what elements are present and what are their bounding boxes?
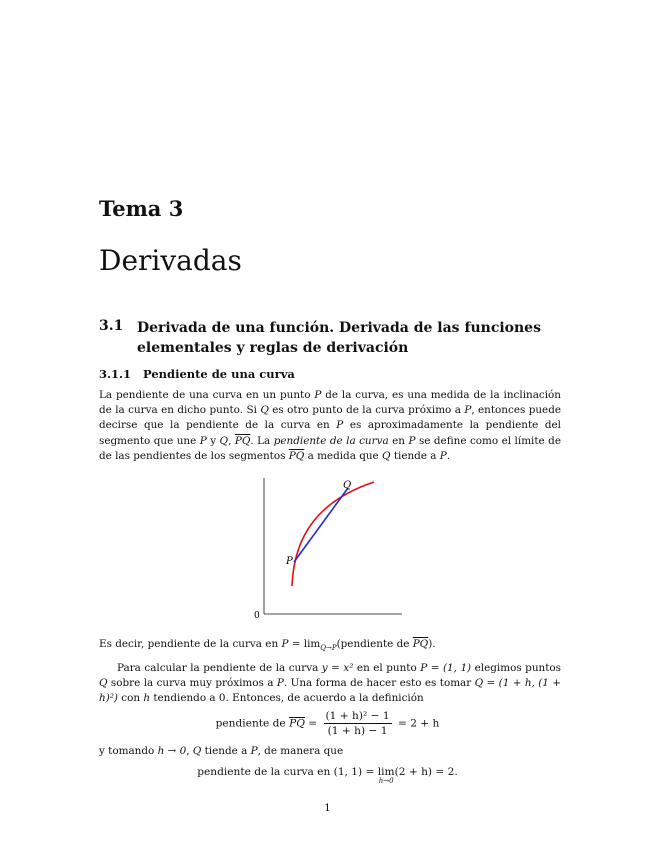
text-run: en el punto [353, 662, 421, 674]
text-run: , entonces puede decirse que la pendiente de la curva en [99, 404, 562, 432]
text-run: = 2 + h [394, 717, 440, 730]
text-run: pendiente de [215, 717, 290, 730]
paragraph-limit [99, 744, 561, 759]
fraction-numerator: (1 + h)² − 1 [325, 710, 390, 722]
text-run: es otro punto de la curva próximo a [268, 404, 465, 417]
math-symbol: Q [260, 404, 269, 417]
math-symbol: Q [192, 745, 202, 757]
text-run: (pendiente de [336, 638, 413, 650]
limit-subscript: Q→P [320, 644, 337, 653]
label-Q: Q [343, 480, 352, 491]
text-run: = lim [288, 638, 321, 650]
text-run: sobre la curva muy próximos a [107, 677, 277, 690]
text-run: de la curva, es una medida de la inclinación de la curva en dicho punto. Si [99, 389, 561, 417]
math-symbol: P [281, 638, 289, 650]
math-symbol: P [336, 419, 344, 432]
subsection-number: 3.1.1 [99, 367, 132, 381]
chapter-label: Tema 3 [99, 196, 184, 221]
label-P: P [286, 556, 293, 567]
paragraph-calculation [99, 661, 561, 707]
segment-symbol: $\overline{PQ}$ [288, 449, 305, 462]
fraction [324, 710, 392, 737]
section-title: Derivada de una función. Derivada de las funciones elementales y reglas de derivación [137, 320, 541, 356]
text-run: , [186, 745, 193, 757]
text-run: con [117, 692, 144, 705]
text-run: . La [250, 434, 274, 447]
text-run: y [206, 434, 220, 447]
text-run: tiende a [390, 449, 440, 462]
math-symbol: P [199, 434, 207, 447]
text-run: , de manera que [257, 745, 344, 757]
text-run: pendiente de la curva en (1, 1) = [197, 766, 378, 778]
emphasized-term: pendiente de la curva [273, 434, 389, 447]
secant-figure [250, 472, 410, 622]
subsection-heading [99, 367, 295, 381]
math-symbol: P [439, 449, 447, 462]
equation: y = x² [321, 662, 354, 674]
page-number: 1 [324, 802, 331, 814]
text-run: es aproximadamente la pendiente del segmento que une [99, 419, 561, 447]
text-run: tiende a [201, 745, 251, 757]
text-run: Para calcular la pendiente de la curva [117, 662, 322, 674]
text-run: en [388, 434, 409, 447]
text-run: a medida que [304, 449, 382, 462]
paragraph-definition: La pendiente de una curva en un punto P de la curva, es una medida de la inclinación de la curva en dicho punto. Si Q es otro punto de la curva próximo a P, entonces puede decirse que la pendiente de la curva en P es aproximadamente la pendiente del segmento que une P y Q, $\overline{PQ}$. La pendiente de la curva en P se define como el límite de de las pendientes de los segmentos $\overline{PQ}$ a medida que Q tiende a P. [99, 389, 562, 462]
segment-symbol: $\overline{PQ}$ [234, 434, 251, 447]
math-symbol: P [464, 404, 472, 417]
math-symbol: P [314, 389, 322, 401]
math-symbol: P [250, 745, 258, 757]
text-run: La pendiente de una curva en un punto [99, 389, 315, 401]
math-symbol: h [143, 692, 151, 705]
text-run: y tomando [99, 745, 158, 757]
paragraph-es-decir [99, 637, 561, 656]
equation: h → 0 [157, 745, 187, 757]
math-symbol: Q [99, 677, 108, 690]
chapter-title: Derivadas [99, 244, 242, 277]
text-run: tendiendo a 0. Entonces, de acuerdo a la definición [150, 692, 424, 705]
text-run: elegimos puntos [471, 662, 561, 674]
math-symbol: Q [382, 449, 391, 462]
segment-symbol: $\overline{PQ}$ [289, 717, 305, 730]
label-origin: 0 [254, 611, 260, 621]
equation: Q = (1 + h, (1 + h)²) [99, 677, 561, 705]
text-run: . [446, 449, 451, 462]
text-run: ). [428, 638, 436, 650]
limit-subscript: h→0 [378, 777, 394, 785]
text-run: se define como el límite de de las pendientes de los segmentos [99, 434, 561, 462]
formula-slope [0, 710, 655, 737]
text-run: = [304, 717, 321, 730]
segment-symbol: $\overline{PQ}$ [412, 638, 429, 650]
text-run: . Una forma de hacer esto es tomar [283, 677, 475, 690]
text-run: Es decir, pendiente de la curva en [99, 638, 282, 650]
equation: P = (1, 1) [420, 662, 472, 674]
curve [292, 482, 374, 586]
fraction-denominator: (1 + h) − 1 [327, 725, 388, 737]
section-number: 3.1 [99, 318, 124, 334]
limit-operator [378, 766, 395, 785]
math-symbol: P [276, 677, 284, 690]
limit-word: lim [377, 766, 395, 778]
formula-limit [0, 766, 655, 785]
math-symbol: P [408, 434, 416, 447]
math-symbol: Q [219, 434, 229, 447]
subsection-title: Pendiente de una curva [143, 367, 295, 381]
text-run: (2 + h) = 2. [394, 766, 458, 778]
secant-segment [294, 488, 348, 562]
